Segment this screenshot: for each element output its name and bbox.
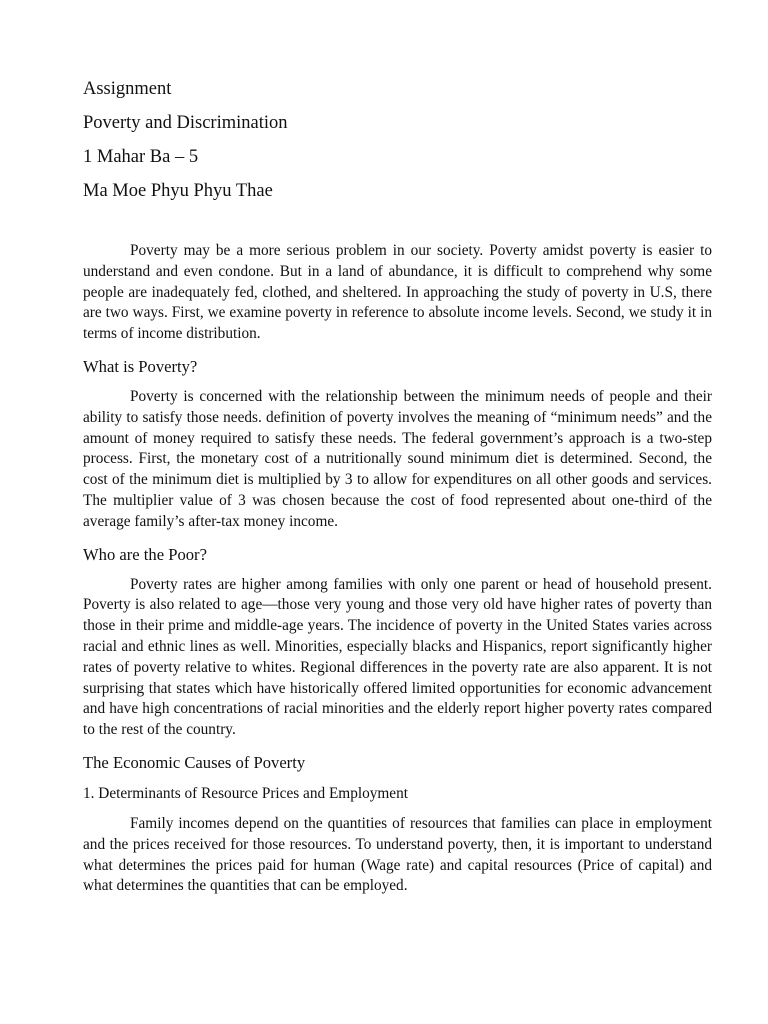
section-heading-who-are-the-poor: Who are the Poor? [83, 544, 207, 564]
subsection-heading-determinants: 1. Determinants of Resource Prices and Employment [83, 784, 408, 802]
section-body-what-is-poverty: Poverty is concerned with the relationship between the minimum needs of people and their ability to satisfy those needs. definition of poverty involves the meaning of “minimum needs” and the amount of money required to satisfy these needs. The federal government’s approach is a two-step process. First, the monetary cost of a nutritionally sound minimum diet is determined. Second, the cost of the minimum diet is multiplied by 3 to allow for expenditures on all other goods and services. The multiplier value of 3 was chosen because the cost of food represented about one-third of the average family’s after-tax money income. [83, 387, 712, 530]
section-heading-what-is-poverty: What is Poverty? [83, 356, 198, 376]
document-header [83, 78, 712, 202]
class-label: 1 Mahar Ba – 5 [83, 147, 199, 167]
author-name: Ma Moe Phyu Phyu Thae [83, 181, 273, 201]
assignment-topic: Poverty and Discrimination [83, 113, 288, 133]
section-body-who-are-the-poor: Poverty rates are higher among families with only one parent or head of household present. Poverty is also related to age—those very young and those very old have higher rates of poverty than those in their prime and middle-age years. The incidence of poverty in the United States varies across racial and ethnic lines as well. Minorities, especially blacks and Hispanics, report significantly higher rates of poverty relative to whites. Regional differences in the poverty rate are also apparent. It is not surprising that states which have historically offered limited opportunities for economic advancement and have high concentrations of racial minorities and the elderly report higher poverty rates compared to the rest of the country. [83, 575, 712, 739]
section-heading-economic-causes: The Economic Causes of Poverty [83, 752, 306, 772]
assignment-label: Assignment [83, 79, 172, 99]
document-page [83, 78, 712, 897]
section-body-determinants: Family incomes depend on the quantities of resources that families can place in employment and the prices received for those resources. To understand poverty, then, it is important to understand what determines the prices paid for human (Wage rate) and capital resources (Price of capital) and what determines the quantities that can be employed. [83, 814, 712, 895]
intro-paragraph: Poverty may be a more serious problem in our society. Poverty amidst poverty is easier to understand and even condone. But in a land of abundance, it is difficult to comprehend why some people are inadequately fed, clothed, and sheltered. In approaching the study of poverty in U.S, there are two ways. First, we examine poverty in reference to absolute income levels. Second, we study it in terms of income distribution. [83, 242, 712, 343]
